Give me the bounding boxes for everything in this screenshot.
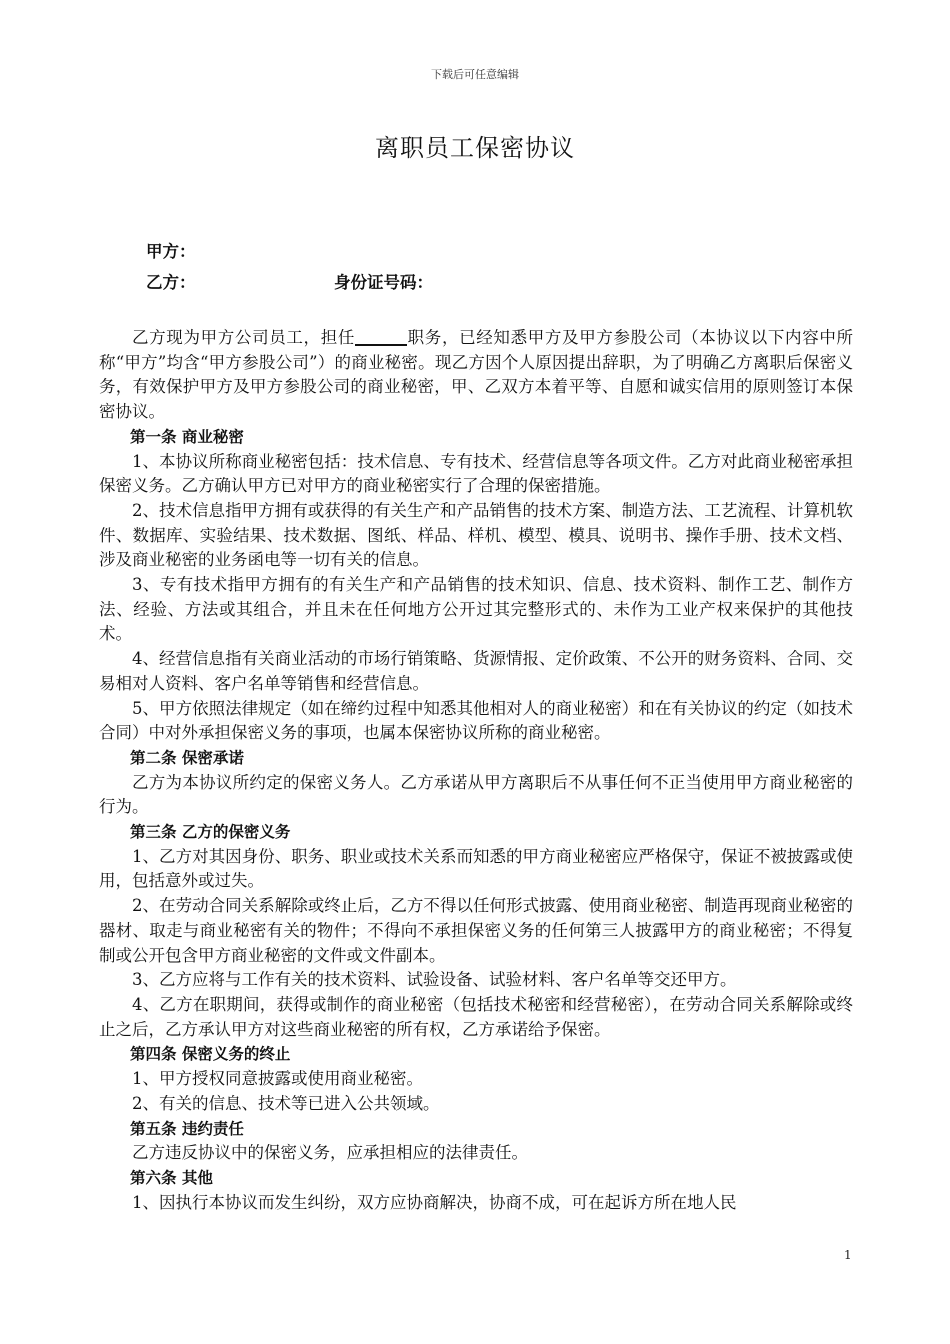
section-paragraph: 3、乙方应将与工作有关的技术资料、试验设备、试验材料、客户名单等交还甲方。 [132, 970, 737, 990]
section-paragraph: 乙方违反协议中的保密义务，应承担相应的法律责任。 [132, 1143, 528, 1163]
section-paragraph: 1、甲方授权同意披露或使用商业秘密。 [132, 1069, 423, 1089]
section-heading: 第六条 其他 [130, 1168, 213, 1187]
section-paragraph: 1、本协议所称商业秘密包括：技术信息、专有技术、经营信息等各项文件。乙方对此商业秘密承担保密义务。乙方确认甲方已对甲方的商业秘密实行了合理的保密措施。 [99, 451, 853, 496]
document-title: 离职员工保密协议 [375, 134, 575, 162]
section-paragraph: 2、在劳动合同关系解除或终止后，乙方不得以任何形式披露、使用商业秘密、制造再现商业秘密的器材、取走与商业秘密有关的物件；不得向不承担保密义务的任何第三人披露甲方的商业秘密；不得复制或公开包含甲方商业秘密的文件或文件副本。 [99, 896, 853, 965]
section-heading: 第二条 保密承诺 [130, 748, 244, 767]
agreement-body [99, 326, 853, 1215]
intro-paragraph [99, 326, 853, 425]
position-blank [355, 328, 407, 347]
section-paragraph: 1、乙方对其因身份、职务、职业或技术关系而知悉的甲方商业秘密应严格保守，保证不被披露或使用，包括意外或过失。 [99, 846, 853, 891]
section-paragraph: 2、有关的信息、技术等已进入公共领域。 [132, 1093, 440, 1113]
section-paragraph: 1、因执行本协议而发生纠纷，双方应协商解决，协商不成，可在起诉方所在地人民 [132, 1192, 737, 1212]
party-a-label: 甲方： [146, 242, 196, 261]
page-number: 1 [844, 1248, 852, 1262]
party-b-label: 乙方： [146, 273, 196, 292]
section-heading: 第一条 商业秘密 [130, 427, 244, 446]
section-paragraph: 4、乙方在职期间，获得或制作的商业秘密（包括技术秘密和经营秘密），在劳动合同关系解除或终止之后，乙方承认甲方对这些商业秘密的所有权，乙方承诺给予保密。 [99, 994, 853, 1039]
section-heading: 第四条 保密义务的终止 [130, 1045, 291, 1064]
section-heading: 第五条 违约责任 [130, 1119, 244, 1138]
section-paragraph: 乙方为本协议所约定的保密义务人。乙方承诺从甲方离职后不从事任何不正当使用甲方商业秘密的行为。 [99, 772, 853, 817]
section-paragraph: 2、技术信息指甲方拥有或获得的有关生产和产品销售的技术方案、制造方法、工艺流程、计算机软件、数据库、实验结果、技术数据、图纸、样品、样机、模型、模具、说明书、操作手册、技术文档、涉及商业秘密的业务函电等一切有关的信息。 [99, 500, 853, 570]
section-paragraph: 4、经营信息指有关商业活动的市场行销策略、货源情报、定价政策、不公开的财务资料、合同、交易相对人资料、客户名单等销售和经营信息。 [99, 649, 853, 693]
section-paragraph: 5、甲方依照法律规定（如在缔约过程中知悉其他相对人的商业秘密）和在有关协议的约定（如技术合同）中对外承担保密义务的事项，也属本保密协议所称的商业秘密。 [99, 698, 853, 743]
intro-text-after: 职务，已经知悉甲方及甲方参股公司（本协议以下内容中所称“甲方”均含“甲方参股公司”）的商业秘密。现乙方因个人原因提出辞职，为了明确乙方离职后保密义务，有效保护甲方及甲方参股公司的商业秘密，甲、乙双方本着平等、自愿和诚实信用的原则签订本保密协议。 [99, 328, 854, 422]
id-number-label: 身份证号码： [334, 273, 433, 292]
header-note: 下载后可任意编辑 [431, 68, 519, 81]
section-heading: 第三条 乙方的保密义务 [130, 823, 291, 842]
intro-text-before: 乙方现为甲方公司员工，担任 [132, 328, 355, 347]
section-paragraph: 3、专有技术指甲方拥有的有关生产和产品销售的技术知识、信息、技术资料、制作工艺、制作方法、经验、方法或其组合，并且未在任何地方公开过其完整形式的、未作为工业产权来保护的其他技术。 [99, 575, 853, 644]
